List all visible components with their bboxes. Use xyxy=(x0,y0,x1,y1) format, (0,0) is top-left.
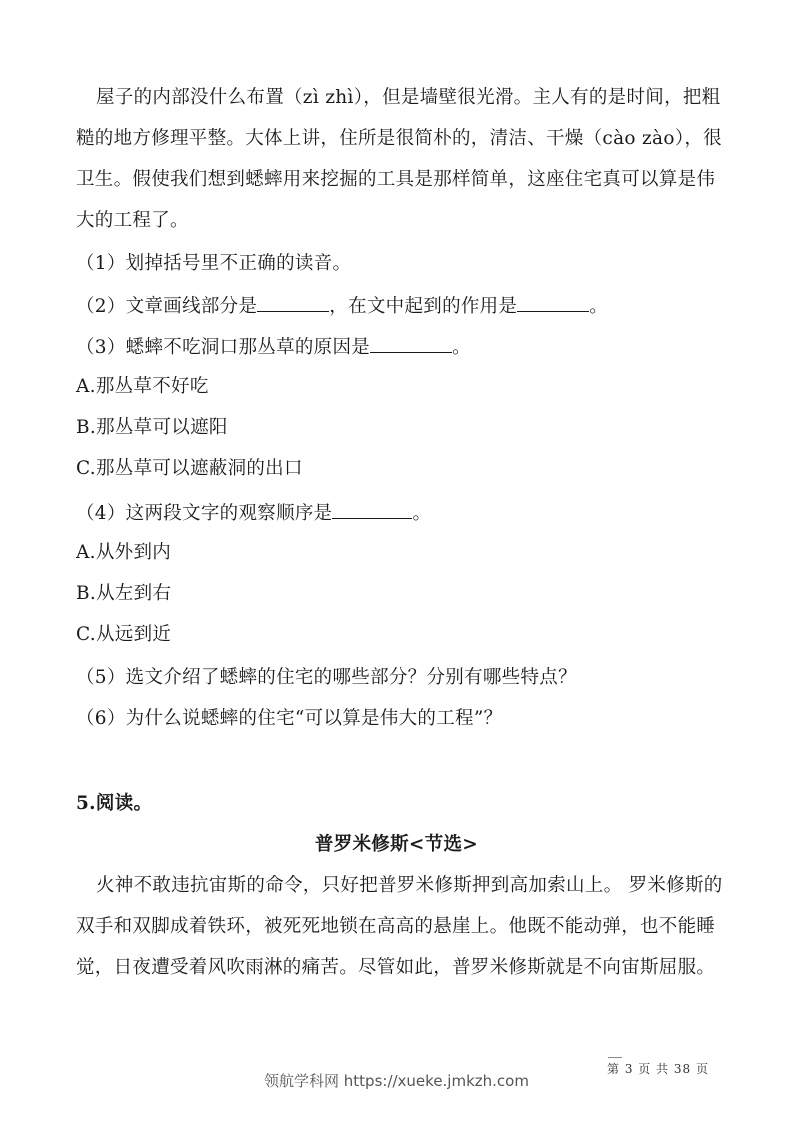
option-4c: C.从远到近 xyxy=(76,624,172,645)
footer-divider xyxy=(608,1057,622,1058)
option-4a: A.从外到内 xyxy=(76,542,172,563)
answer-blank[interactable] xyxy=(370,334,452,353)
answer-blank[interactable] xyxy=(332,500,412,519)
question-6: （6）为什么说蟋蟀的住宅“可以算是伟大的工程”？ xyxy=(76,708,503,729)
question-1: （1）划掉括号里不正确的读音。 xyxy=(76,253,352,274)
question-4-suffix: 。 xyxy=(412,503,432,524)
passage-line-1: 屋子的内部没什么布置（zì zhì），但是墙壁很光滑。主人有的是时间，把粗 xyxy=(96,87,721,108)
passage-line-4: 大的工程了。 xyxy=(76,210,189,231)
question-5: （5）选文介绍了蟋蟀的住宅的哪些部分？分别有哪些特点？ xyxy=(76,667,577,688)
passage-line-2: 糙的地方修理平整。大体上讲，住所是很简朴的，清洁、干燥（cào zào），很 xyxy=(76,128,722,149)
question-4-prefix: （4）这两段文字的观察顺序是 xyxy=(76,503,333,524)
page-indicator: 第 3 页 共 38 页 xyxy=(607,1062,709,1076)
question-4 xyxy=(76,500,431,526)
section-heading: 5.阅读。 xyxy=(76,793,153,814)
question-2-suffix: 。 xyxy=(589,296,609,317)
passage-line-3: 卫生。假使我们想到蟋蟀用来挖掘的工具是那样简单，这座住宅真可以算是伟 xyxy=(76,169,716,190)
question-3 xyxy=(76,334,471,360)
passage-title: 普罗米修斯<节选> xyxy=(314,834,479,855)
section5-line-1: 火神不敢违抗宙斯的命令，只好把普罗米修斯押到高加索山上。 罗米修斯的 xyxy=(96,875,723,896)
question-3-prefix: （3）蟋蟀不吃洞口那丛草的原因是 xyxy=(76,337,371,358)
option-3a: A.那丛草不好吃 xyxy=(76,376,209,397)
answer-blank[interactable] xyxy=(257,293,329,312)
option-4b: B.从左到右 xyxy=(76,583,172,604)
option-3c: C.那丛草可以遮蔽洞的出口 xyxy=(76,458,303,479)
question-2 xyxy=(76,293,608,319)
option-3b: B.那丛草可以遮阳 xyxy=(76,417,228,438)
section5-line-2: 双手和双脚成着铁环，被死死地锁在高高的悬崖上。他既不能动弹，也不能睡 xyxy=(76,916,716,937)
question-2-middle: ，在文中起到的作用是 xyxy=(329,296,518,317)
section5-line-3: 觉，日夜遭受着风吹雨淋的痛苦。尽管如此，普罗米修斯就是不向宙斯屈服。 xyxy=(76,957,716,978)
question-2-prefix: （2）文章画线部分是 xyxy=(76,296,258,317)
watermark-link[interactable]: 领航学科网 https://xueke.jmkzh.com xyxy=(264,1072,529,1090)
answer-blank[interactable] xyxy=(517,293,589,312)
question-3-suffix: 。 xyxy=(452,337,471,358)
